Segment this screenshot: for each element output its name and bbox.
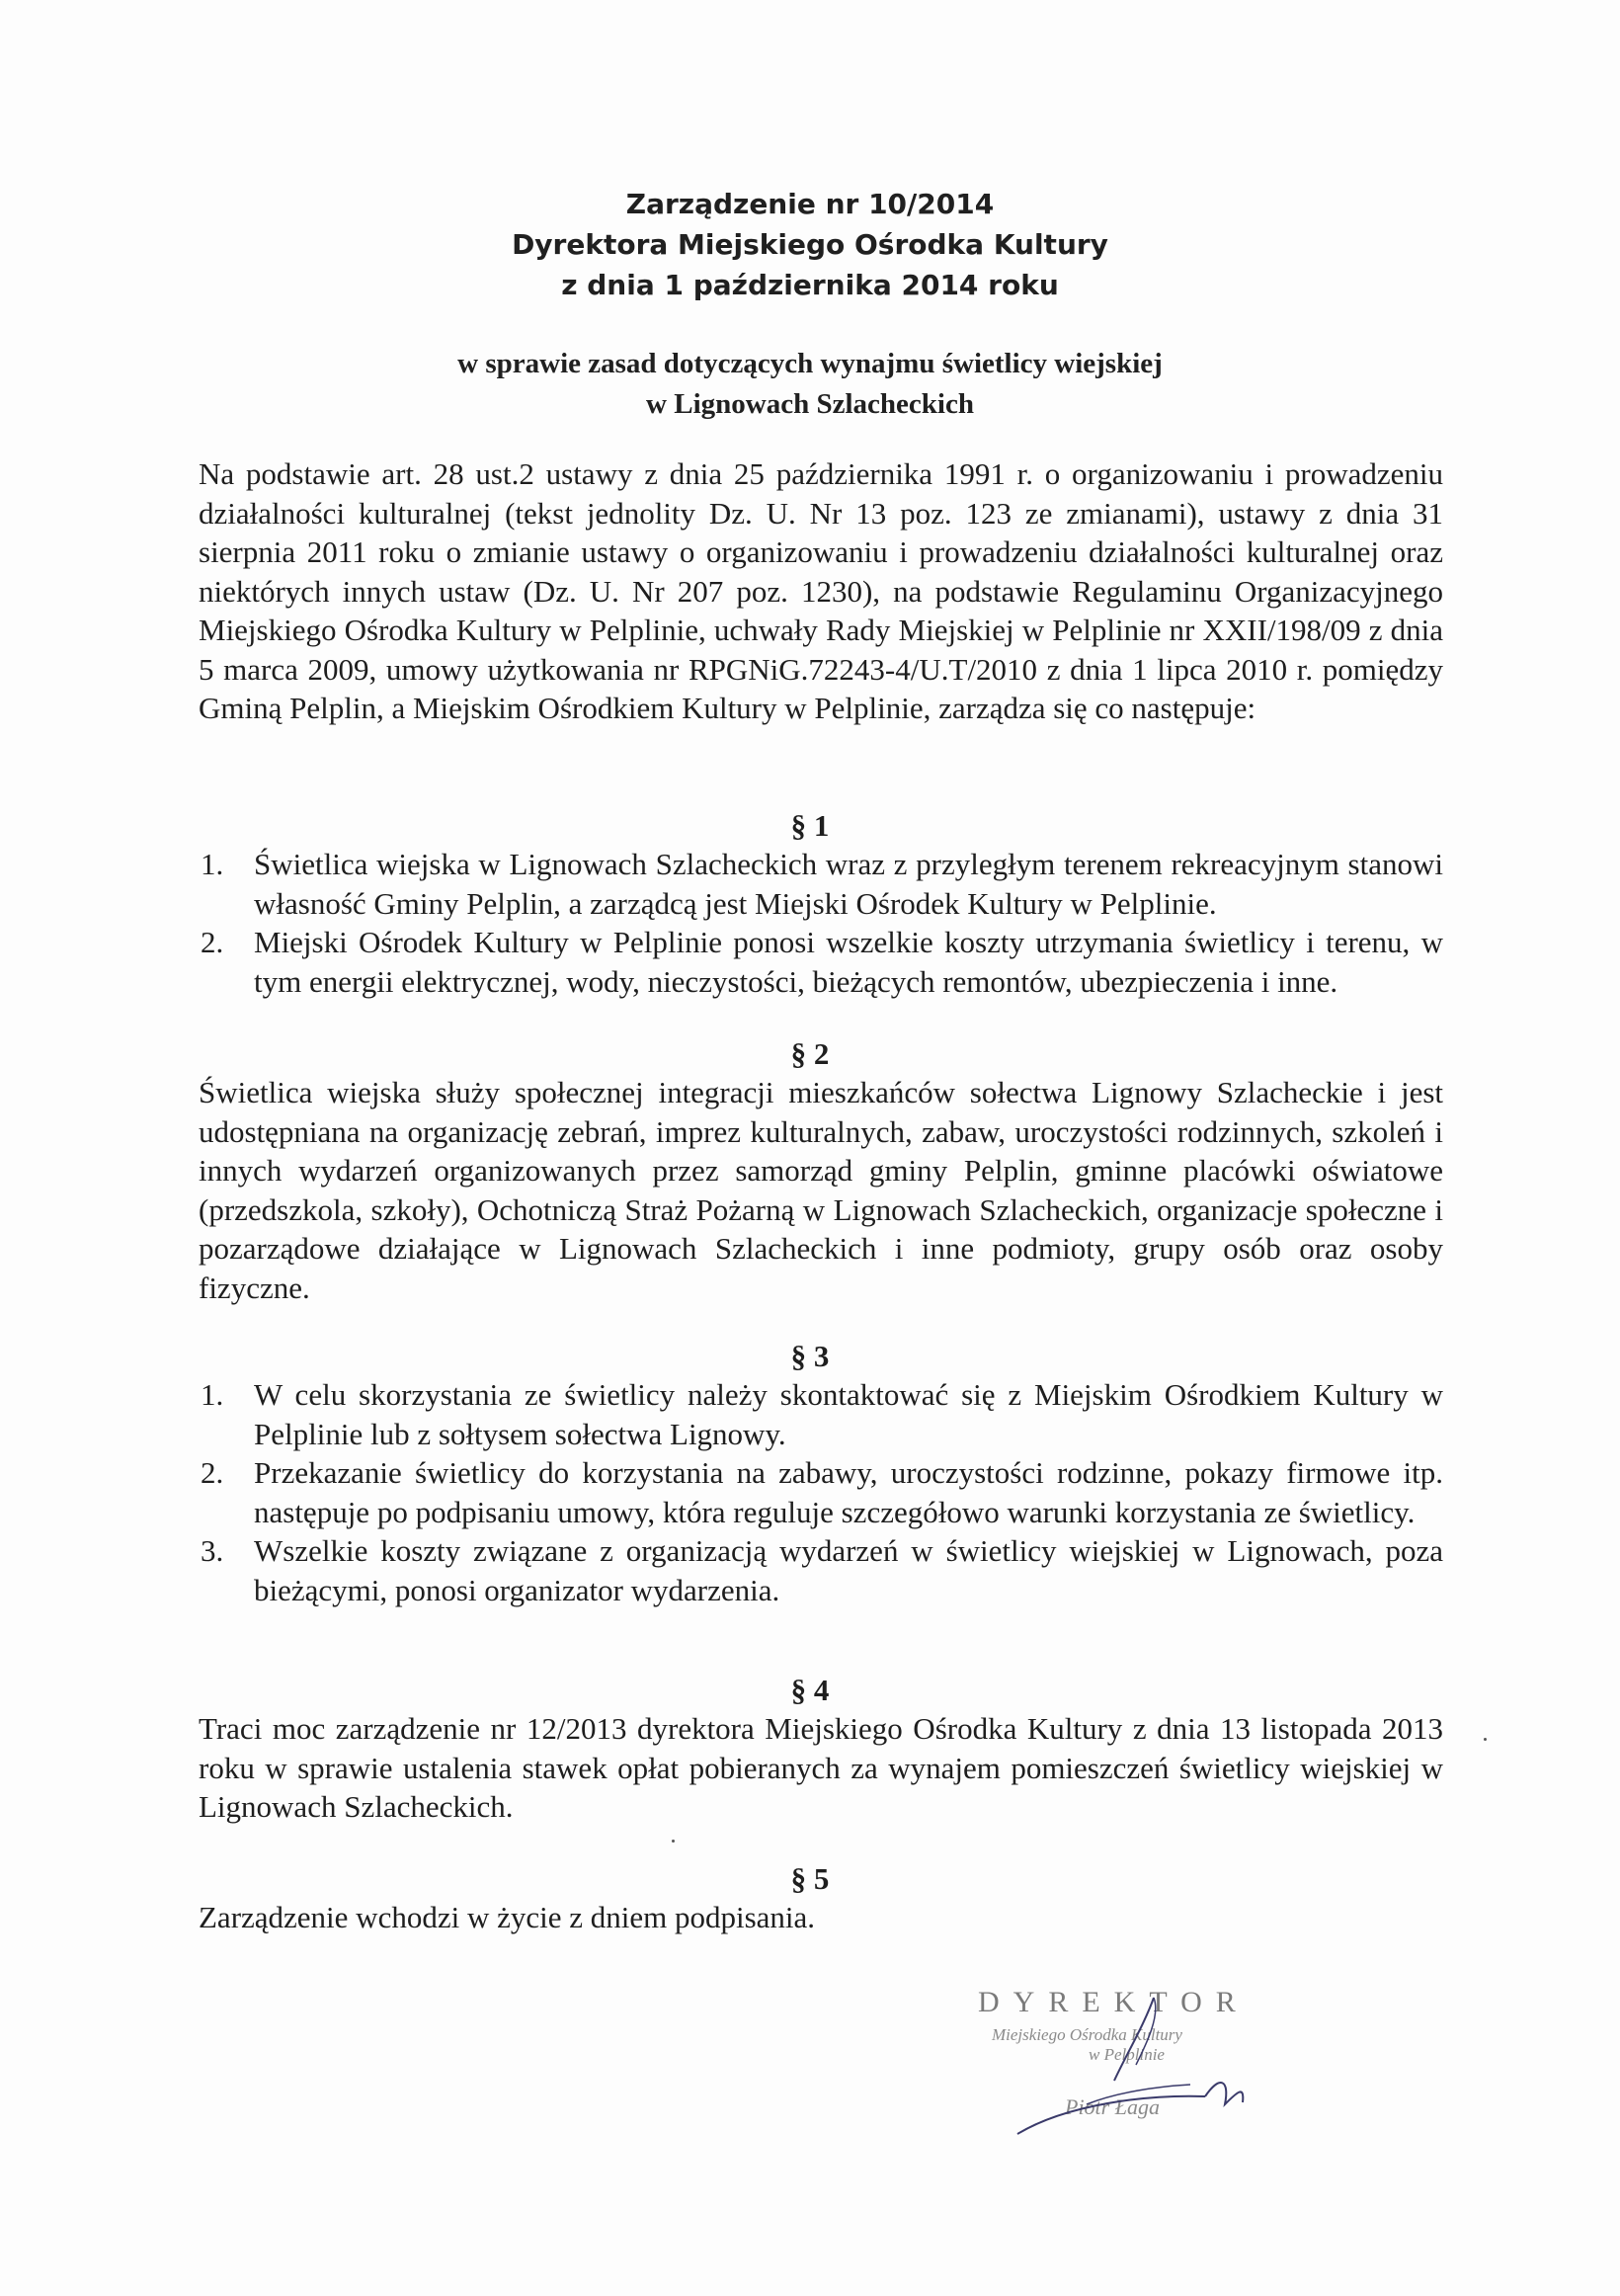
preamble-text: Na podstawie art. 28 ust.2 ustawy z dnia 25 października 1991 r. o organizowaniu i prowadzeniu działalności kulturalnej (tekst jednolity Dz. U. Nr 13 poz. 123 ze zmianami), ustawy z dnia 31 sierpnia 2011 roku o zmianie ustawy o organizowaniu i prowadzeniu działalności kulturalnej oraz niektórych innych ustaw (Dz. U. Nr 207 poz. 1230), na podstawie Regulaminu Organizacyjnego Miejskiego Ośrodka Kultury w Pelplinie, uchwały Rady Miejskiej w Pelplinie nr XXII/198/09 z dnia 5 marca 2009, umowy użytkowania nr RPGNiG.72243-4/U.T/2010 z dnia 1 lipca 2010 r. pomiędzy Gminą Pelplin, a Miejskim Ośrodkiem Kultury w Pelplinie, zarządza się co następuje: xyxy=(199,456,1443,725)
section-5-text: Zarządzenie wchodzi w życie z dniem podpisania. xyxy=(199,1900,816,1934)
list-item-number: 1. xyxy=(201,1377,224,1412)
list-item-text: Przekazanie świetlicy do korzystania na zabawy, uroczystości rodzinne, pokazy firmowe itp. następuje po podpisaniu umowy, która reguluje szczegółowo warunki korzystania ze świetlicy. xyxy=(254,1455,1443,1529)
list-item-text: Wszelkie koszty związane z organizacją wydarzeń w świetlicy wiejskiej w Lignowach, poza bieżącymi, ponosi organizator wydarzenia. xyxy=(254,1533,1443,1607)
subject-line-2: w Lignowach Szlacheckich xyxy=(646,388,974,420)
header-issuer: Dyrektora Miejskiego Ośrodka Kultury xyxy=(512,228,1108,261)
list-item-text: Miejski Ośrodek Kultury w Pelplinie ponosi wszelkie koszty utrzymania świetlicy i terenu, w tym energii elektrycznej, wody, nieczystości, bieżących remontów, ubezpieczenia i inne. xyxy=(254,925,1443,999)
section-2 xyxy=(199,1073,1443,1307)
section-2-text: Świetlica wiejska służy społecznej integracji mieszkańców sołectwa Lignowy Szlacheckie i jest udostępniana na organizację zebrań, imprez kulturalnych, zabaw, uroczystości rodzinnych, szkoleń i innych wydarzeń organizowanych przez samorząd gminy Pelplin, gminne placówki oświatowe (przedszkola, szkoły), Ochotniczą Straż Pożarną w Lignowach Szlacheckich, organizacje społeczne i pozarządowe działające w Lignowach Szlacheckich i inne podmioty, grupy osób oraz osoby fizyczne. xyxy=(199,1075,1443,1305)
section-5 xyxy=(199,1898,1443,1937)
subject-line-1: w sprawie zasad dotyczących wynajmu świetlicy wiejskiej xyxy=(457,348,1163,379)
section-3 xyxy=(199,1375,1443,1609)
section-heading-3: § 3 xyxy=(790,1339,830,1373)
section-4-text: Traci moc zarządzenie nr 12/2013 dyrektora Miejskiego Ośrodka Kultury z dnia 13 listopada 2013 roku w sprawie ustalenia stawek opłat pobieranych za wynajem pomieszczeń świetlicy wiejskiej w Lignowach Szlacheckich. xyxy=(199,1711,1443,1824)
section-heading-4: § 4 xyxy=(790,1673,830,1707)
header-date: z dnia 1 października 2014 roku xyxy=(561,269,1059,301)
stamp-name: Piotr Łaga xyxy=(1065,2094,1160,2119)
list-item xyxy=(199,845,1443,923)
list-item-number: 2. xyxy=(201,925,224,959)
scan-speck xyxy=(1484,1738,1487,1741)
stamp-town: w Pelplinie xyxy=(1089,2045,1165,2064)
stamp-title: DYREKTOR xyxy=(978,1986,1250,2018)
preamble xyxy=(199,454,1443,728)
director-stamp xyxy=(978,1986,1274,2144)
list-item-number: 2. xyxy=(201,1455,224,1490)
document-header xyxy=(0,184,1620,305)
list-item-text: W celu skorzystania ze świetlicy należy skontaktować się z Miejskim Ośrodkiem Kultury w Pelplinie lub z sołtysem sołectwa Lignowy. xyxy=(254,1377,1443,1451)
list-item-number: 1. xyxy=(201,847,224,881)
handwritten-signature xyxy=(978,1986,1274,2144)
scan-speck xyxy=(672,1840,675,1843)
document-subject xyxy=(0,344,1620,425)
section-4 xyxy=(199,1709,1443,1827)
section-heading-5: § 5 xyxy=(790,1861,830,1896)
list-item-text: Świetlica wiejska w Lignowach Szlacheckich wraz z przyległym terenem rekreacyjnym stanowi własność Gminy Pelplin, a zarządcą jest Miejski Ośrodek Kultury w Pelplinie. xyxy=(254,847,1443,921)
list-item xyxy=(199,1531,1443,1609)
section-heading-2: § 2 xyxy=(790,1036,830,1071)
list-item-number: 3. xyxy=(201,1533,224,1568)
section-heading-1: § 1 xyxy=(790,808,830,843)
header-title: Zarządzenie nr 10/2014 xyxy=(625,188,995,220)
list-item xyxy=(199,1453,1443,1531)
stamp-institution: Miejskiego Ośrodka Kultury xyxy=(992,2025,1182,2044)
list-item xyxy=(199,1375,1443,1453)
list-item xyxy=(199,923,1443,1001)
section-1 xyxy=(199,845,1443,1001)
